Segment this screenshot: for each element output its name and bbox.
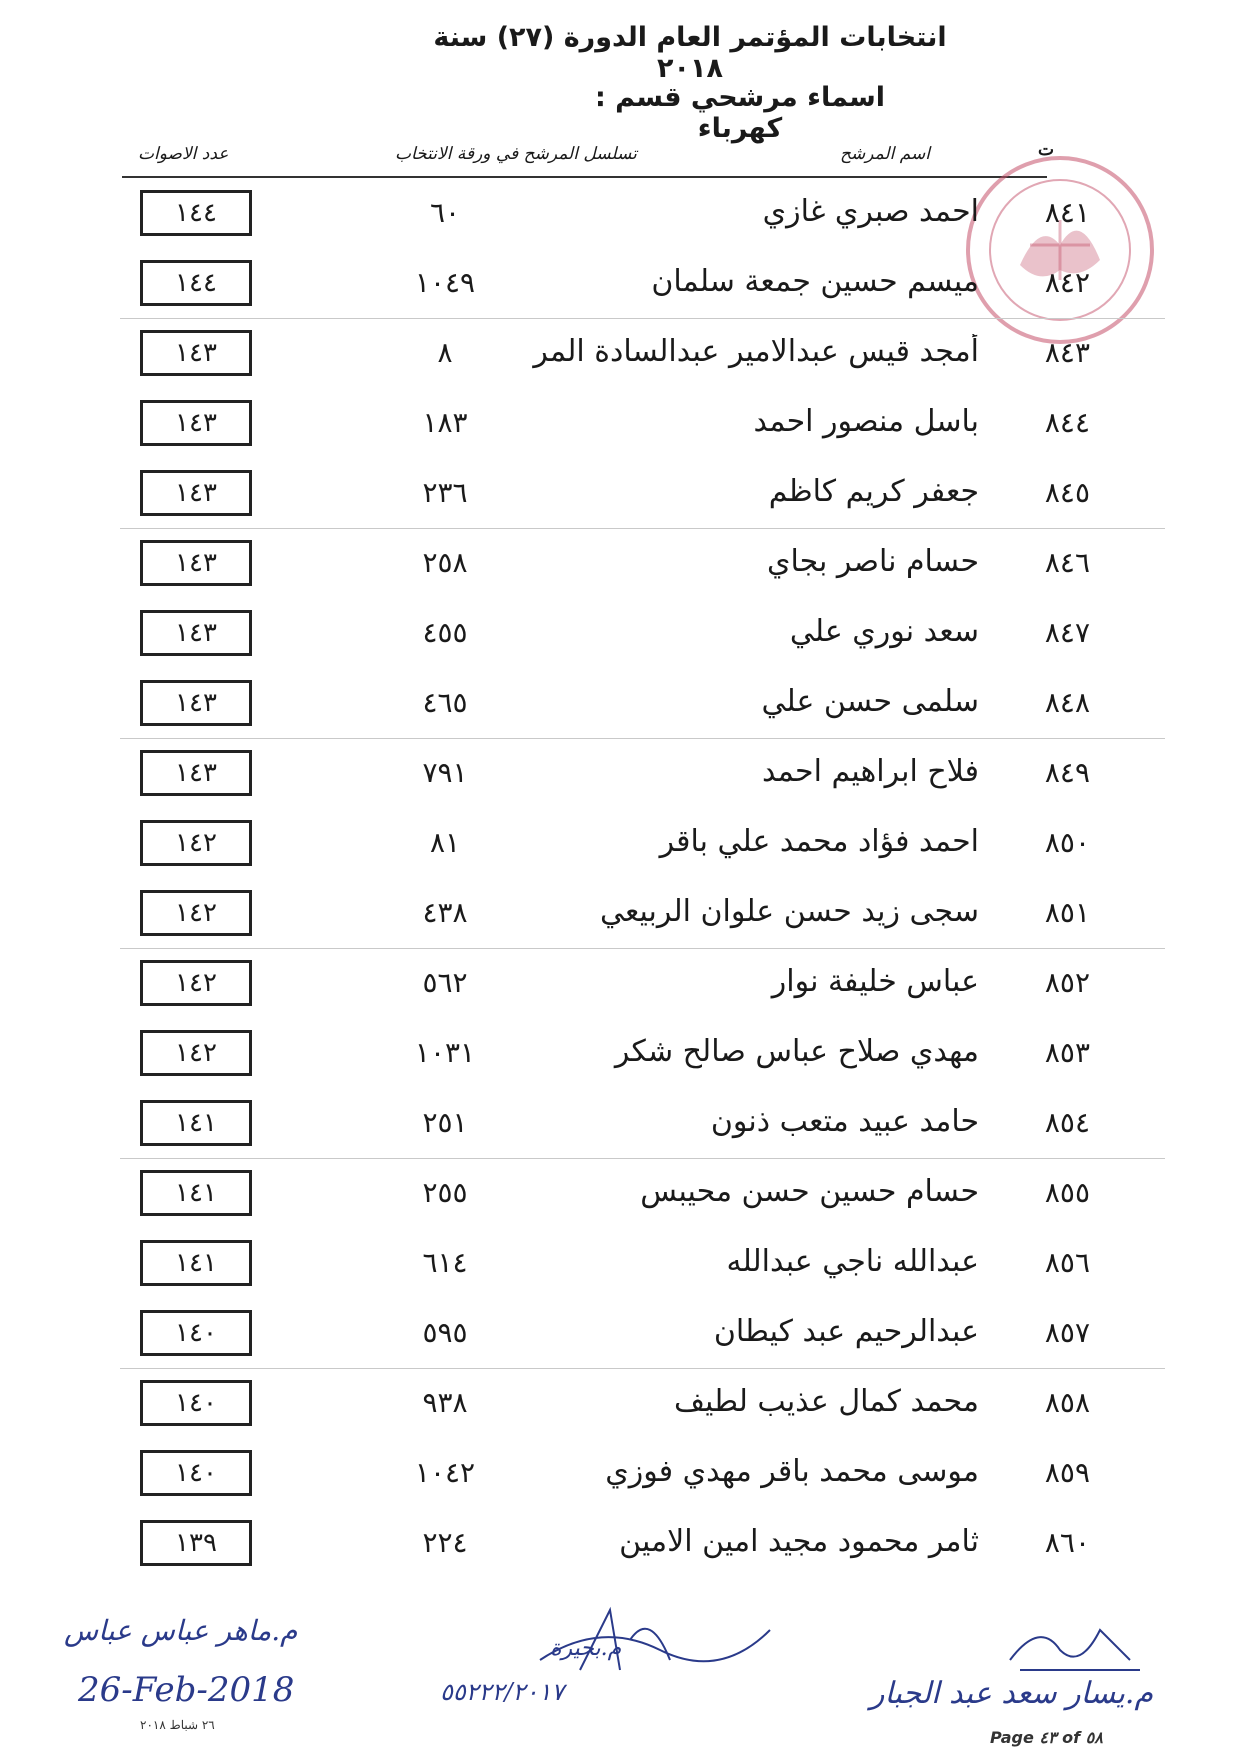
vote-count: ١٤٣ bbox=[140, 680, 252, 726]
ballot-sequence: ٩٣٨ bbox=[422, 1386, 468, 1419]
candidate-name: حسام حسين حسن محيبس bbox=[640, 1174, 979, 1209]
row-number: ٨٤٩ bbox=[1044, 756, 1090, 789]
ballot-sequence: ٤٣٨ bbox=[422, 896, 468, 929]
page-number: Page ٤٣ of ٥٨ bbox=[990, 1728, 1103, 1747]
vote-count: ١٤٤ bbox=[140, 190, 252, 236]
candidate-name: ثامر محمود مجيد امين الامين bbox=[619, 1524, 979, 1559]
row-number: ٨٥٥ bbox=[1044, 1176, 1090, 1209]
vote-count: ١٤١ bbox=[140, 1240, 252, 1286]
ballot-sequence: ٢٥٨ bbox=[422, 546, 468, 579]
table-row bbox=[0, 1236, 1239, 1298]
table-row bbox=[0, 326, 1239, 388]
header-number: ت bbox=[1038, 140, 1055, 160]
candidate-name: احمد صبري غازي bbox=[762, 194, 979, 229]
ballot-sequence: ٧٩١ bbox=[422, 756, 468, 789]
row-divider bbox=[120, 1158, 1165, 1159]
vote-count: ١٤٣ bbox=[140, 470, 252, 516]
table-row bbox=[0, 1026, 1239, 1088]
vote-count: ١٤١ bbox=[140, 1170, 252, 1216]
table-row bbox=[0, 1166, 1239, 1228]
row-number: ٨٥٠ bbox=[1044, 826, 1090, 859]
candidate-name: فلاح ابراهيم احمد bbox=[761, 754, 979, 789]
row-number: ٨٤٧ bbox=[1044, 616, 1090, 649]
ballot-sequence: ٢٣٦ bbox=[422, 476, 468, 509]
table-row bbox=[0, 1306, 1239, 1368]
ballot-sequence: ٢٢٤ bbox=[422, 1526, 468, 1559]
table-row bbox=[0, 396, 1239, 458]
ballot-sequence: ٨١ bbox=[429, 826, 461, 859]
table-row bbox=[0, 536, 1239, 598]
row-divider bbox=[120, 318, 1165, 319]
row-number: ٨٤٢ bbox=[1044, 266, 1090, 299]
candidate-name: ميسم حسين جمعة سلمان bbox=[651, 264, 979, 299]
signature-right-scribble-icon bbox=[1000, 1610, 1150, 1680]
table-row bbox=[0, 606, 1239, 668]
row-number: ٨٤٣ bbox=[1044, 336, 1090, 369]
row-number: ٨٦٠ bbox=[1044, 1526, 1090, 1559]
vote-count: ١٤١ bbox=[140, 1100, 252, 1146]
table-row bbox=[0, 676, 1239, 738]
signature-right-name: م.يسار سعد عبد الجبار bbox=[870, 1676, 1154, 1711]
candidate-name: سلمى حسن علي bbox=[761, 684, 979, 719]
header-name: اسم المرشح bbox=[840, 144, 931, 164]
candidate-name: مهدي صلاح عباس صالح شكر bbox=[614, 1034, 979, 1069]
row-number: ٨٤٤ bbox=[1044, 406, 1090, 439]
vote-count: ١٤٢ bbox=[140, 820, 252, 866]
candidate-name: محمد كمال عذيب لطيف bbox=[673, 1384, 979, 1419]
row-number: ٨٤٨ bbox=[1044, 686, 1090, 719]
candidate-name: حامد عبيد متعب ذنون bbox=[710, 1104, 979, 1139]
row-number: ٨٥٨ bbox=[1044, 1386, 1090, 1419]
signature-middle-number: ٥٥٢٢٢/٢٠١٧ bbox=[440, 1678, 565, 1706]
row-number: ٨٤٦ bbox=[1044, 546, 1090, 579]
table-row bbox=[0, 746, 1239, 808]
table-row bbox=[0, 1096, 1239, 1158]
signatures-area bbox=[0, 1600, 1239, 1752]
row-divider bbox=[120, 738, 1165, 739]
signature-scribble-icon bbox=[520, 1600, 780, 1690]
ballot-sequence: ١٠٤٩ bbox=[414, 266, 476, 299]
ballot-sequence: ١٨٣ bbox=[422, 406, 468, 439]
row-number: ٨٥٦ bbox=[1044, 1246, 1090, 1279]
ballot-sequence: ٦١٤ bbox=[422, 1246, 468, 1279]
row-number: ٨٤١ bbox=[1044, 196, 1090, 229]
candidate-name: موسى محمد باقر مهدي فوزي bbox=[605, 1454, 979, 1489]
vote-count: ١٤٢ bbox=[140, 1030, 252, 1076]
vote-count: ١٤٢ bbox=[140, 960, 252, 1006]
candidate-name: عباس خليفة نوار bbox=[771, 964, 979, 999]
vote-count: ١٤٣ bbox=[140, 750, 252, 796]
table-row bbox=[0, 466, 1239, 528]
row-number: ٨٥٩ bbox=[1044, 1456, 1090, 1489]
signature-date: 26-Feb-2018 bbox=[78, 1670, 295, 1710]
table-row bbox=[0, 816, 1239, 878]
candidate-name: حسام ناصر بجاي bbox=[767, 544, 979, 579]
candidate-name: سجى زيد حسن علوان الربيعي bbox=[600, 894, 979, 929]
candidate-name: باسل منصور احمد bbox=[753, 404, 979, 439]
row-number: ٨٥٤ bbox=[1044, 1106, 1090, 1139]
ballot-sequence: ١٠٣١ bbox=[414, 1036, 476, 1069]
vote-count: ١٤٠ bbox=[140, 1380, 252, 1426]
ballot-sequence: ٢٥١ bbox=[422, 1106, 468, 1139]
ballot-sequence: ٦٠ bbox=[429, 196, 461, 229]
row-divider bbox=[120, 528, 1165, 529]
row-number: ٨٥٢ bbox=[1044, 966, 1090, 999]
ballot-sequence: ١٠٤٢ bbox=[414, 1456, 476, 1489]
vote-count: ١٤٣ bbox=[140, 330, 252, 376]
vote-count: ١٤٣ bbox=[140, 400, 252, 446]
vote-count: ١٤٠ bbox=[140, 1310, 252, 1356]
row-divider bbox=[120, 1368, 1165, 1369]
candidate-name: أمجد قيس عبدالامير عبدالسادة المر bbox=[533, 334, 979, 369]
table-row bbox=[0, 1446, 1239, 1508]
candidate-name: احمد فؤاد محمد علي باقر bbox=[659, 824, 979, 859]
table-row bbox=[0, 256, 1239, 318]
ballot-sequence: ٨ bbox=[437, 336, 453, 369]
candidate-name: سعد نوري علي bbox=[789, 614, 979, 649]
row-number: ٨٥١ bbox=[1044, 896, 1090, 929]
vote-count: ١٣٩ bbox=[140, 1520, 252, 1566]
signature-middle-name: م.بحيرة bbox=[550, 1636, 622, 1661]
vote-count: ١٤٣ bbox=[140, 540, 252, 586]
table-row bbox=[0, 956, 1239, 1018]
signature-left-name: م.ماهر عباس عباس bbox=[64, 1614, 298, 1647]
row-number: ٨٥٧ bbox=[1044, 1316, 1090, 1349]
table-row bbox=[0, 1516, 1239, 1578]
vote-count: ١٤٤ bbox=[140, 260, 252, 306]
ballot-sequence: ٢٥٥ bbox=[422, 1176, 468, 1209]
ballot-sequence: ٥٩٥ bbox=[422, 1316, 468, 1349]
ballot-sequence: ٤٥٥ bbox=[422, 616, 468, 649]
signature-date-arabic: ٢٦ شباط ٢٠١٨ bbox=[140, 1718, 215, 1732]
candidate-name: عبدالرحيم عبد كيطان bbox=[713, 1314, 979, 1349]
row-number: ٨٥٣ bbox=[1044, 1036, 1090, 1069]
vote-count: ١٤٣ bbox=[140, 610, 252, 656]
union-stamp-icon bbox=[960, 150, 1160, 350]
ballot-sequence: ٥٦٢ bbox=[422, 966, 468, 999]
row-number: ٨٤٥ bbox=[1044, 476, 1090, 509]
table-row bbox=[0, 886, 1239, 948]
ballot-sequence: ٤٦٥ bbox=[422, 686, 468, 719]
candidate-name: جعفر كريم كاظم bbox=[768, 474, 979, 509]
row-divider bbox=[120, 948, 1165, 949]
title-line-2: اسماء مرشحي قسم : كهرباء bbox=[594, 82, 885, 144]
vote-count: ١٤٠ bbox=[140, 1450, 252, 1496]
table-row bbox=[0, 1376, 1239, 1438]
header-votes: عدد الاصوات bbox=[138, 144, 229, 164]
header-ballot-sequence: تسلسل المرشح في ورقة الانتخاب bbox=[395, 144, 637, 164]
title-line-1: انتخابات المؤتمر العام الدورة (٢٧) سنة ٢٠١٨ bbox=[433, 22, 947, 84]
candidate-name: عبدالله ناجي عبدالله bbox=[726, 1244, 979, 1279]
header-divider bbox=[122, 176, 1047, 178]
table-row bbox=[0, 186, 1239, 248]
vote-count: ١٤٢ bbox=[140, 890, 252, 936]
